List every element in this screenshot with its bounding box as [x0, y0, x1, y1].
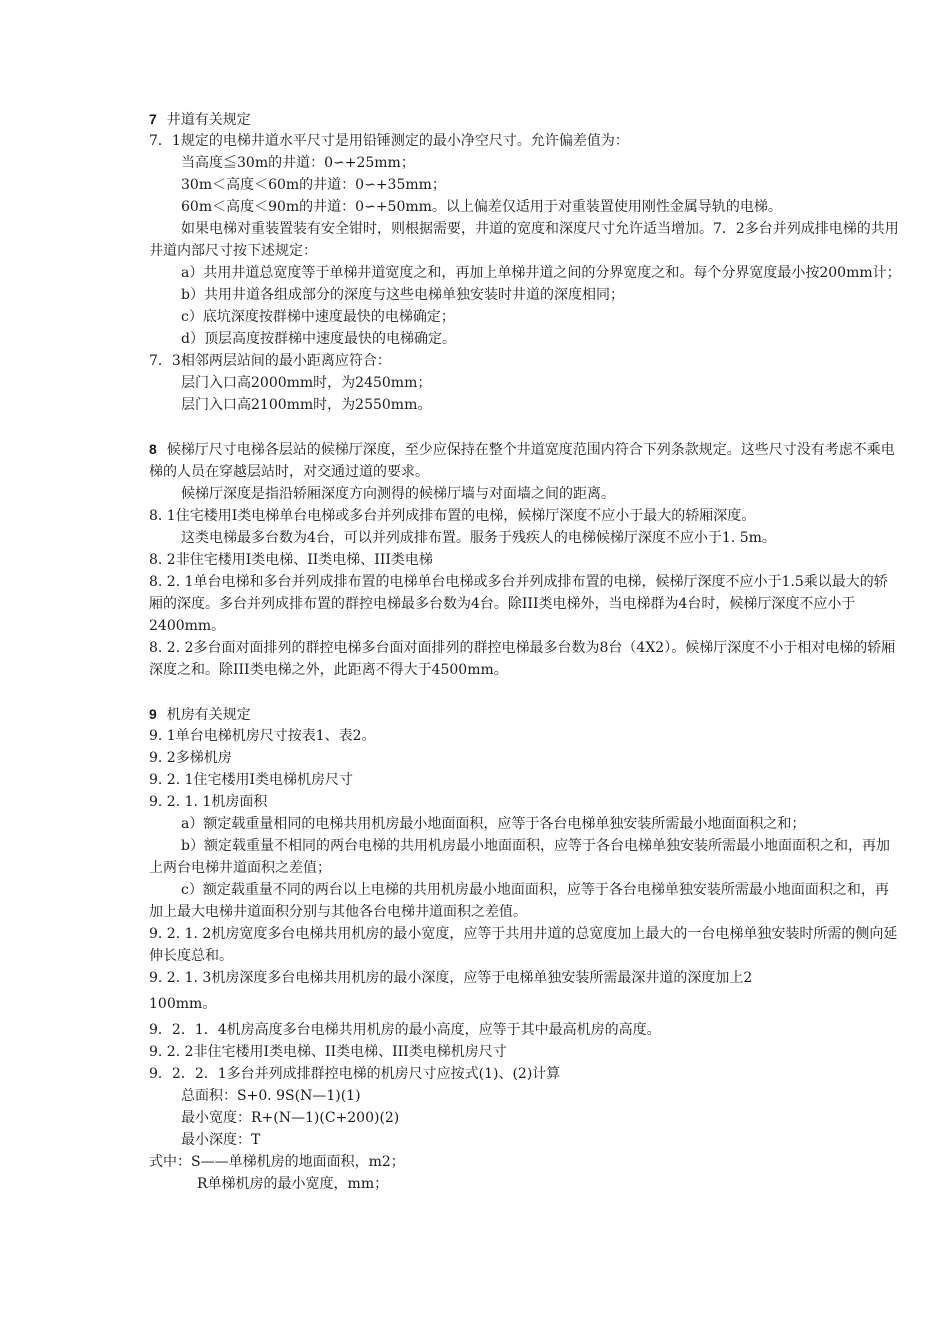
section-number: 9 [149, 706, 157, 722]
paragraph: 9. 2多梯机房 [149, 750, 232, 766]
paragraph: 9. 2. 1住宅楼用Ⅰ类电梯机房尺寸 [149, 772, 354, 788]
paragraph: 8. 2非住宅楼用I类电梯、II类电梯、III类电梯 [149, 552, 433, 568]
formula: 最小深度：T [181, 1132, 261, 1148]
paragraph: 7．1规定的电梯井道水平尺寸是用铅锤测定的最小净空尺寸。允许偏差值为： [149, 133, 629, 149]
paragraph: 9. 2. 1. 1机房面积 [149, 794, 268, 810]
paragraph: 8. 2. 2多台面对面排列的群控电梯多台面对面排列的群控电梯最多台数为8台（4X2）。候梯厅深度不小于相对电梯的轿厢深度之和。除III类电梯之外，此距离不得大于4500mm。 [149, 640, 896, 678]
paragraph: 9. 2. 1. 2机房宽度多台电梯共用机房的最小宽度，应等于共用井道的总宽度加上最大的一台电梯单独安装时所需的侧向延伸长度总和。 [149, 926, 898, 964]
paragraph: 这类电梯最多台数为4台，可以并列成排布置。服务于残疾人的电梯候梯厅深度不应小于1. 5m。 [181, 530, 776, 546]
paragraph: 9. 2. 1. 3机房深度多台电梯共用机房的最小深度，应等于电梯单独安装所需最深井道的深度加上2 [149, 970, 753, 986]
formula: 最小宽度：R+(N—1)(C+200)(2) [181, 1110, 400, 1126]
paragraph: 100mm。 [149, 996, 217, 1012]
section-7-heading [149, 108, 901, 130]
list-item: c）底坑深度按群梯中速度最快的电梯确定； [181, 309, 455, 325]
paragraph: 层门入口高2100mm时，为2550mm。 [181, 397, 432, 413]
list-item: d）顶层高度按群梯中速度最快的电梯确定。 [181, 331, 456, 347]
paragraph: 当高度≦30m的井道：0∽+25mm； [181, 155, 415, 171]
paragraph: 9．2．2．1多台并列成排群控电梯的机房尺寸应按式(1)、(2)计算 [149, 1066, 561, 1082]
paragraph: 层门入口高2000mm时，为2450mm； [181, 375, 432, 391]
list-item: b）额定载重量不相同的两台电梯的共用机房最小地面面积，应等于各台电梯单独安装所需最小地面面积之和，再加上两台电梯井道面积之差值； [149, 838, 890, 876]
where-clause: 式中：S——单梯机房的地面面积，m2； [149, 1154, 405, 1170]
list-item: a）额定载重量相同的电梯共用机房最小地面面积，应等于各台电梯单独安装所需最小地面面积之和； [181, 816, 806, 832]
section-number: 7 [149, 111, 157, 127]
paragraph: 候梯厅深度是指沿轿厢深度方向测得的候梯厅墙与对面墙之间的距离。 [181, 486, 615, 502]
where-clause: R单梯机房的最小宽度，mm； [197, 1176, 389, 1192]
formula: 总面积：S+0. 9S(N—1)(1) [181, 1088, 361, 1104]
spacer [149, 681, 901, 703]
paragraph: 7．3相邻两层站间的最小距离应符合： [149, 353, 391, 369]
spacer [149, 416, 901, 438]
section-8-heading [149, 438, 901, 483]
section-title: 井道有关规定 [166, 112, 251, 128]
list-item: a）共用井道总宽度等于单梯井道宽度之和，再加上单梯井道之间的分界宽度之和。每个分界宽度最小按200mm计； [181, 265, 901, 281]
paragraph: 30m＜高度＜60m的井道：0∽+35mm； [181, 177, 446, 193]
list-item: c）额定载重量不同的两台以上电梯的共用机房最小地面面积，应等于各台电梯单独安装所需最小地面面积之和，再加上最大电梯井道面积分别与其他各台电梯井道面积之差值。 [149, 882, 889, 920]
paragraph: 60m＜高度＜90m的井道：0∽+50mm。以上偏差仅适用于对重装置使用刚性金属导轨的电梯。 [181, 199, 782, 215]
list-item: b）共用井道各组成部分的深度与这些电梯单独安装时井道的深度相同； [181, 287, 624, 303]
section-9-heading [149, 703, 901, 725]
paragraph: 8. 1住宅楼用Ⅰ类电梯单台电梯或多台并列成排布置的电梯，候梯厅深度不应小于最大的轿厢深度。 [149, 508, 756, 524]
document-body [149, 108, 901, 1195]
paragraph: 9. 1单台电梯机房尺寸按表1、表2。 [149, 728, 376, 744]
section-title: 机房有关规定 [166, 707, 251, 723]
section-number: 8 [149, 441, 157, 457]
section-title: 候梯厅尺寸电梯各层站的候梯厅深度，至少应保持在整个井道宽度范围内符合下列条款规定。这些尺寸没有考虑不乘电梯的人员在穿越层站时，对交通过道的要求。 [149, 442, 895, 480]
paragraph: 9. 2. 2非住宅楼用I类电梯、II类电梯、III类电梯机房尺寸 [149, 1044, 507, 1060]
paragraph: 8. 2. 1单台电梯和多台并列成排布置的电梯单台电梯或多台并列成排布置的电梯，候梯厅深度不应小于1.5乘以最大的轿厢的深度。多台并列成排布置的群控电梯最多台数为4台。除III类电梯外，当电梯群为4台时，候梯厅深度不应小于2400mm。 [149, 574, 888, 634]
paragraph: 如果电梯对重装置装有安全钳时，则根据需要，井道的宽度和深度尺寸允许适当增加。7．2多台并列成排电梯的共用井道内部尺寸按下述规定： [149, 221, 899, 259]
paragraph: 9．2．1．4机房高度多台电梯共用机房的最小高度，应等于其中最高机房的高度。 [149, 1022, 661, 1038]
